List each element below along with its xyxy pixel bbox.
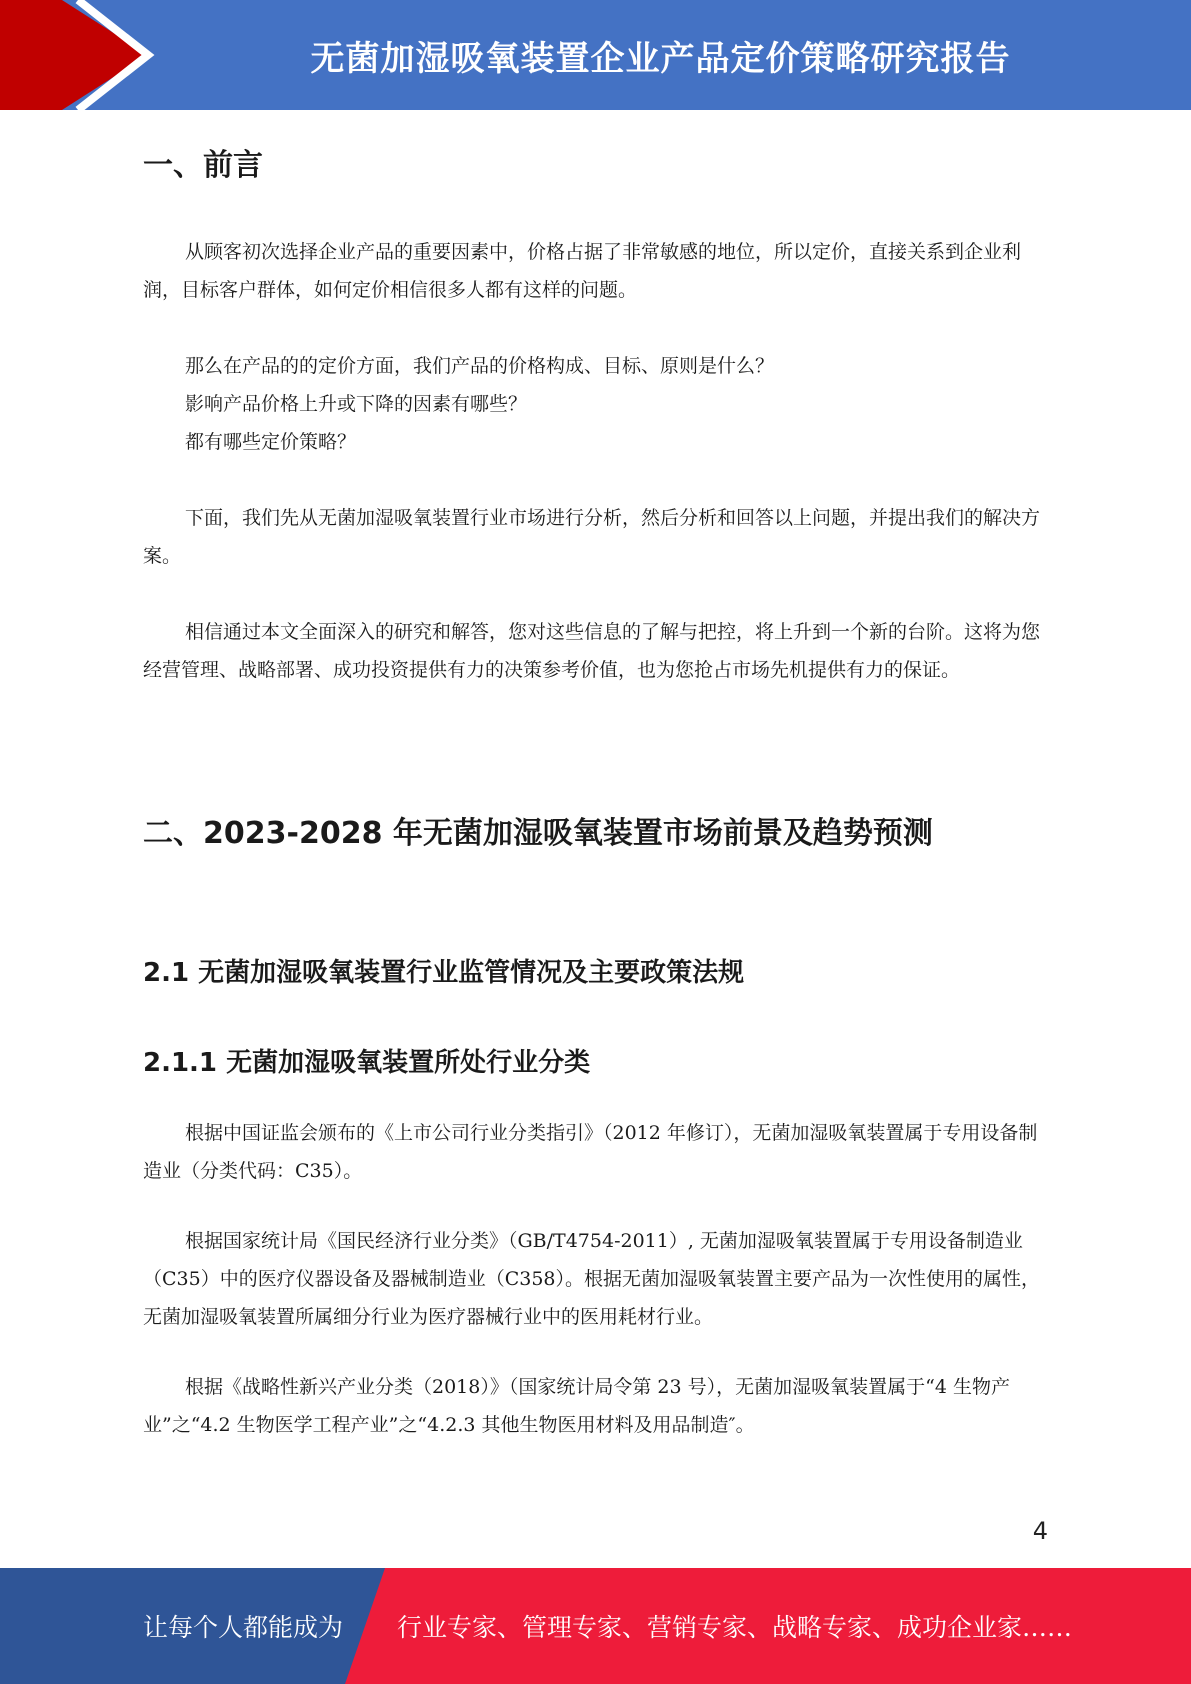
subsection-heading: 2.1 无菌加湿吸氧装置行业监管情况及主要政策法规	[143, 958, 745, 988]
paragraph: 相信通过本文全面深入的研究和解答，您对这些信息的了解与把控，将上升到一个新的台阶。这将为您经营管理、战略部署、成功投资提供有力的决策参考价值，也为您抢占市场先机提供有力的保证。	[143, 621, 1041, 681]
question-item: 影响产品价格上升或下降的因素有哪些？	[185, 393, 528, 415]
footer-slogan-right: 行业专家、管理专家、营销专家、战略专家、成功企业家……	[397, 1613, 1073, 1642]
paragraph: 根据《战略性新兴产业分类（2018）》（国家统计局令第 23 号），无菌加湿吸氧装置属于“4 生物产业”之“4.2 生物医学工程产业”之“4.2.3 其他生物医用材料及用品制造″。	[143, 1376, 1010, 1436]
question-item: 那么在产品的的定价方面，我们产品的价格构成、目标、原则是什么？	[185, 355, 775, 377]
paragraph: 从顾客初次选择企业产品的重要因素中，价格占据了非常敏感的地位，所以定价，直接关系到企业利润，目标客户群体，如何定价相信很多人都有这样的问题。	[143, 241, 1022, 301]
header-chevron-decoration	[0, 0, 160, 110]
paragraph: 根据中国证监会颁布的《上市公司行业分类指引》（2012 年修订），无菌加湿吸氧装置属于专用设备制造业（分类代码：C35）。	[143, 1122, 1038, 1182]
header-banner	[0, 0, 1191, 110]
question-item: 都有哪些定价策略？	[185, 431, 357, 453]
footer-banner	[0, 1568, 1191, 1684]
section-heading-preface: 一、前言	[143, 148, 263, 183]
section-heading-market-outlook: 二、2023-2028 年无菌加湿吸氧装置市场前景及趋势预测	[143, 816, 933, 851]
paragraph: 下面，我们先从无菌加湿吸氧装置行业市场进行分析，然后分析和回答以上问题，并提出我们的解决方案。	[143, 507, 1041, 567]
paragraph: 根据国家统计局《国民经济行业分类》（GB/T4754-2011）, 无菌加湿吸氧装置属于专用设备制造业（C35）中的医疗仪器设备及器械制造业（C358）。根据无菌加湿吸氧装置主要产品为一次性使用的属性，无菌加湿吸氧装置所属细分行业为医疗器械行业中的医用耗材行业。	[143, 1230, 1041, 1328]
page-number: 4	[1032, 1517, 1048, 1545]
report-title: 无菌加湿吸氧装置企业产品定价策略研究报告	[310, 38, 1011, 79]
footer-slogan-left: 让每个人都能成为	[143, 1613, 344, 1642]
subsection-heading: 2.1.1 无菌加湿吸氧装置所处行业分类	[143, 1048, 591, 1078]
